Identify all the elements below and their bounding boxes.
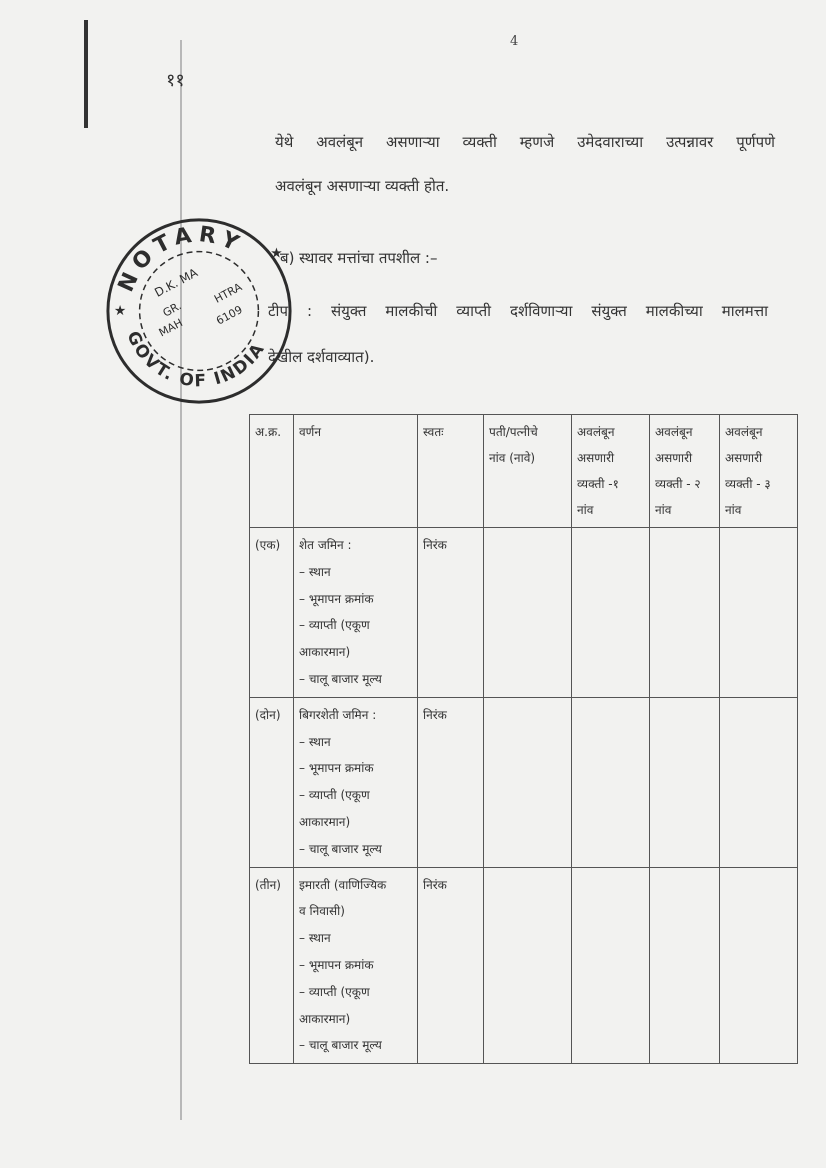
header-spouse: पती/पत्नीचे नांव (नावे)	[484, 415, 572, 528]
row-dep2-value	[650, 697, 720, 867]
header-self: स्वतः	[418, 415, 484, 528]
stamp-bottom-text: GOVT. OF INDIA	[123, 327, 269, 391]
scan-fold-line	[180, 40, 182, 1120]
row-dep2-value	[650, 867, 720, 1064]
table-row	[250, 867, 798, 1064]
row-serial: (एक)	[250, 528, 294, 698]
stamp-star-left-icon: ★	[113, 302, 127, 319]
row-description: बिगरशेती जमिन : – स्थान – भूमापन क्रमांक – व्याप्ती (एकूण आकारमान) – चालू बाजार मूल्य	[294, 697, 418, 867]
row-self-value: निरंक	[418, 867, 484, 1064]
scan-edge-mark	[84, 20, 88, 128]
row-self-value: निरंक	[418, 528, 484, 698]
row-self-value: निरंक	[418, 697, 484, 867]
note-line-1: टीप : संयुक्त मालकीची व्याप्ती दर्शविणाऱ्या संयुक्त मालकीच्या मालमत्ता	[268, 302, 768, 320]
header-dependent-1: अवलंबून असणारी व्यक्ती -१ नांव	[572, 415, 650, 528]
row-serial: (दोन)	[250, 697, 294, 867]
intro-paragraph	[275, 120, 775, 208]
section-heading: ब) स्थावर मत्तांचा तपशील :–	[280, 249, 438, 267]
note-line-2: देखील दर्शवाव्यात).	[268, 348, 375, 366]
immovable-assets-table	[249, 414, 798, 1064]
stamp-inner-0: D.K. MA	[152, 265, 200, 300]
intro-line-2: अवलंबून असणाऱ्या व्यक्ती होत.	[275, 177, 450, 195]
row-dep1-value	[572, 867, 650, 1064]
stamp-inner-4: 6109	[214, 303, 245, 328]
row-serial: (तीन)	[250, 867, 294, 1064]
row-description: इमारती (वाणिज्यिक व निवासी) – स्थान – भूमापन क्रमांक – व्याप्ती (एकूण आकारमान) – चालू बाजार मूल्य	[294, 867, 418, 1064]
notary-stamp	[100, 212, 298, 410]
row-dep1-value	[572, 528, 650, 698]
svg-text:GOVT. OF INDIA	[123, 328, 268, 391]
table-row	[250, 697, 798, 867]
row-spouse-value	[484, 528, 572, 698]
stamp-top-text: NOTARY	[113, 222, 248, 296]
row-dep3-value	[720, 528, 798, 698]
row-spouse-value	[484, 867, 572, 1064]
stamp-inner-1: GR.	[160, 299, 184, 320]
row-description: शेत जमिन : – स्थान – भूमापन क्रमांक – व्याप्ती (एकूण आकारमान) – चालू बाजार मूल्य	[294, 528, 418, 698]
note-paragraph	[268, 288, 768, 380]
handwritten-mark: ११	[166, 70, 185, 91]
table-row	[250, 528, 798, 698]
row-dep3-value	[720, 867, 798, 1064]
stamp-inner-2: MAH	[156, 316, 185, 340]
header-description: वर्णन	[294, 415, 418, 528]
row-dep1-value	[572, 697, 650, 867]
header-dependent-2: अवलंबून असणारी व्यक्ती - २ नांव	[650, 415, 720, 528]
header-serial: अ.क्र.	[250, 415, 294, 528]
row-dep3-value	[720, 697, 798, 867]
page-number: 4	[510, 34, 519, 49]
row-dep2-value	[650, 528, 720, 698]
intro-line-1: येथे अवलंबून असणाऱ्या व्यक्ती म्हणजे उमेदवाराच्या उत्पन्नावर पूर्णपणे	[275, 133, 775, 151]
stamp-star-right-icon: ★	[270, 245, 283, 262]
stamp-inner-3: HTRA	[212, 280, 245, 306]
header-dependent-3: अवलंबून असणारी व्यक्ती - ३ नांव	[720, 415, 798, 528]
row-spouse-value	[484, 697, 572, 867]
table-header-row	[250, 415, 798, 528]
